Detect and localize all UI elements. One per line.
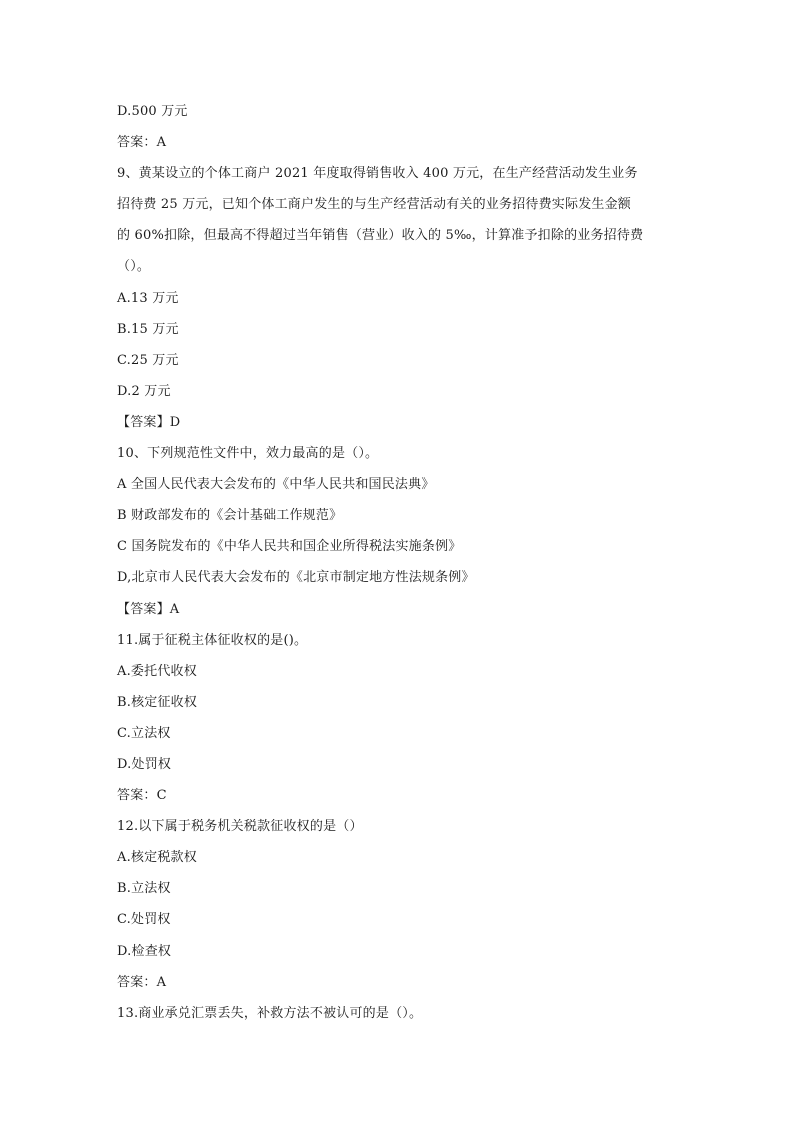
question-10: 10、下列规范性文件中，效力最高的是（）。 <box>117 446 379 461</box>
question-9-line-3: 的 60%扣除，但最高不得超过当年销售（营业）收入的 5‰，计算准予扣除的业务招待费 <box>117 228 644 243</box>
option-d: D.处罚权 <box>117 757 172 772</box>
option-c: C.处罚权 <box>117 912 171 927</box>
question-9-line-1: 9、黄某设立的个体工商户 2021 年度取得销售收入 400 万元，在生产经营活动发生业务 <box>117 166 638 181</box>
option-a: A.13 万元 <box>117 291 179 306</box>
question-9-line-4: （）。 <box>117 259 151 274</box>
option-a: A.核定税款权 <box>117 850 197 865</box>
option-c: C.25 万元 <box>117 353 179 368</box>
answer-line: 答案：C <box>117 788 167 803</box>
option-b: B.立法权 <box>117 881 171 896</box>
option-a: A.委托代收权 <box>117 664 197 679</box>
answer-line: 答案：A <box>117 975 167 990</box>
option-b: B.15 万元 <box>117 322 179 337</box>
question-12: 12.以下属于税务机关税款征收权的是（） <box>117 819 363 834</box>
option-d: D.检查权 <box>117 944 172 959</box>
question-9-line-2: 招待费 25 万元，已知个体工商户发生的与生产经营活动有关的业务招待费实际发生金额 <box>117 197 632 212</box>
option-a: A 全国人民代表大会发布的《中华人民共和国民法典》 <box>117 477 435 492</box>
option-c: C 国务院发布的《中华人民共和国企业所得税法实施条例》 <box>117 539 462 554</box>
option-b: B 财政部发布的《会计基础工作规范》 <box>117 508 343 523</box>
option-d: D,北京市人民代表大会发布的《北京市制定地方性法规条例》 <box>117 570 475 585</box>
option-d-500: D.500 万元 <box>117 104 188 119</box>
question-13: 13.商业承兑汇票丢失，补救方法不被认可的是（）。 <box>117 1006 423 1021</box>
option-d: D.2 万元 <box>117 384 171 399</box>
question-11: 11.属于征税主体征收权的是()。 <box>117 633 308 648</box>
answer-line: 【答案】A <box>117 602 180 617</box>
answer-line: 答案：A <box>117 135 167 150</box>
option-b: B.核定征收权 <box>117 695 198 710</box>
option-c: C.立法权 <box>117 726 171 741</box>
answer-line: 【答案】D <box>117 415 181 430</box>
